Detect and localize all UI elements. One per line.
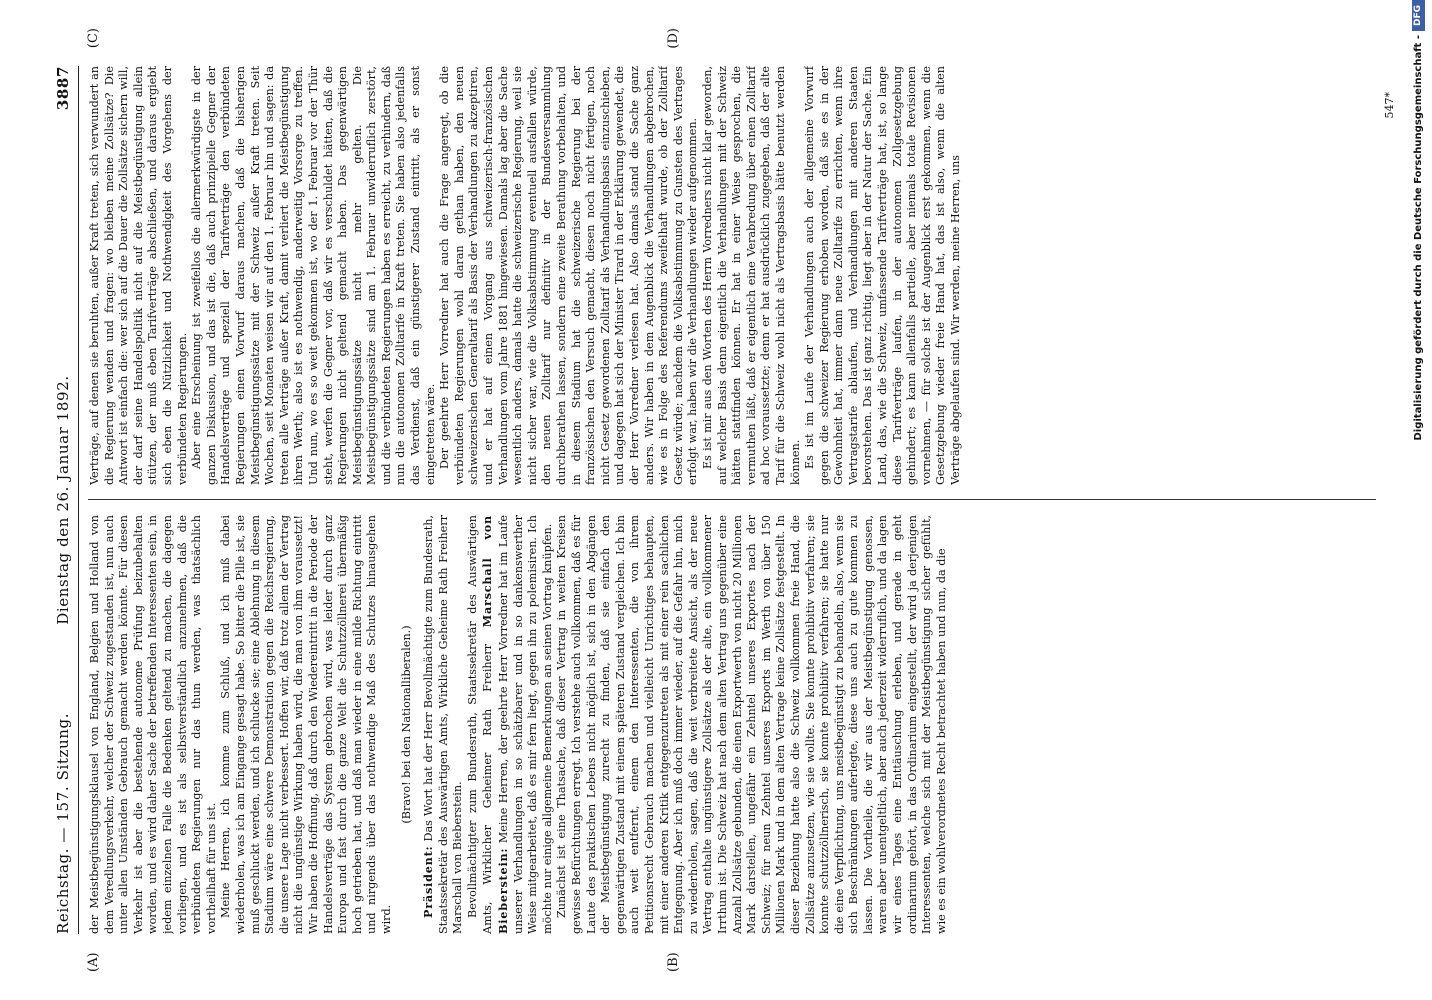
margin-marker-b: (B) — [666, 952, 681, 972]
paragraph: Es ist im Laufe der Verhandlungen auch der allgemeine Vorwurf gegen die schweizer Regierung erhoben worden, daß sie es in der Gewohnheit hat, immer dann neue Zolltarife zu errichten, wenn ihre Vertragstarife ablaufen, und Verhandlungen mit anderen Staaten bevorstehen. Das ist ganz richtig, liegt aber in der Natur der Sache. Ein Land, das, wie die Schweiz, umfassende Tarifverträge hat, ist, so lange diese Tarifverträge laufen, in der autonomen Zollgesetzgebung gehindert; es kann allenfalls partielle, aber niemals totale Revisionen vornehmen, — für solche ist der Augenblick erst gekommen, wenn die Gesetzgebung wieder freie Hand hat, das ist also, wenn die alten Verträge abgelaufen sind. Wir werden, meine Herren, uns — [803, 66, 963, 485]
signature-mark: 547* — [1383, 92, 1396, 119]
page-number: 3887 — [54, 66, 72, 111]
paragraph — [421, 515, 466, 934]
speaker-title: Bevollmächtigter zum Bundesrath, Staatssekretär des Auswärtigen Amts, Wirklicher Geheimer Rath Freiherr — [465, 515, 495, 934]
digitization-credit — [1410, 0, 1426, 1000]
paragraph: Zunächst ist eine Thatsache, daß dieser Vertrag in weiten Kreisen gewisse Befürchtungen erregt. Ich verstehe auch vollkommen, daß es für Laute des praktischen Lebens nicht möglich ist, sich in den Abgängen der Meistbegünstigung zurecht zu finden, daß sie einfach den gegenwärtigen Zustand mit einem späteren Zustand vergleichen. Ich bin auch weit entfernt, einem den Interessenten, die von ihrem Petitionsrecht Gebrauch machen und vielleicht Unrichtiges behaupten, mit einer anderen Kritik entgegenzutreten als mit einer rein sachlichen Entgegnung. Aber ich muß doch immer wieder, auf die Gefahr hin, mich zu wiederholen, sagen, daß die weit verbreitete Ansicht, als der neue Vertrag enthalte ungünstigere Zollsätze als der alte, ein vollkommener Irrthum ist. Die Schweiz hat nach dem alten Vertrag uns gegenüber eine Anzahl Zollsätze gebunden, die einen Exportwerth von nicht 20 Millionen Mark darstellen, ungefähr ein Zehntel unseres Exportes nach der Schweiz; für neun Zehntel unseres Exports im Werth von über 150 Millionen Mark und in dem alten Vertrage keine Zollsätze festgestellt. In dieser Beziehung hatte also die Schweiz vollkommen freie Hand, die Zollsätze anzusetzen, wie sie wollte. Sie konnte prohibitiv verfahren; sie konnte schutzzöllnerisch, sie konnte prohibitiv verfahren; sie hatte nur die eine Verpflichtung, uns meistbegünstigt zu behandeln, also, wenn sie sich Beschränkungen auferlegte, diese uns auch zu gute kommen zu lassen. Die Vortheile, die wir aus der Meistbegünstigung genossen, waren aber unentgeltlich, aber auch jederzeit widerruflich, und da lagen wir eines Tages eine Enttäuschung erleben, und gerade in geht ordinarium gehört, in das Ordinarium eingestellt, der wird ja derjenigen Interessenten, welche sich mit der Meistbegünstigung sicher gefühlt, wie es ein wohlverordnetes Recht betrachtet haben und nun, da die — [555, 515, 948, 934]
paragraph-text: Das Wort hat der Herr Bevollmächtigte zum Bundesrath, Staatssekretär des Auswärtigen Amts, Wirkliche Geheime Rath Freiherr Marschall von Bieberstein. — [422, 515, 465, 934]
speaker-name: Präsident: — [421, 845, 436, 918]
header-left: Reichstag. — 157. Sitzung. — [54, 712, 72, 934]
applause-note: (Bravo! bei den Nationalliberalen.) — [400, 625, 414, 824]
paragraph — [466, 515, 556, 934]
right-column — [88, 66, 1386, 485]
dfg-logo: DFG — [1412, 0, 1425, 31]
document-page — [26, 20, 1406, 980]
paragraph: Meine Herren, ich komme zum Schluß, und ich muß dabei wiederholen, was ich am Eingange gesagt habe. So bitter die Pille ist, sie muß geschluckt werden, und ich schlucke sie; eine Ablehnung in diesem Stadium wäre eine schwere Demonstration gegen die Reichsregierung, die unsere Lage nicht verbessert. Hoffen wir, daß trotz allem der Vertrag nicht die ungünstige Wirkung haben wird, die man von ihm voraussetzt! Wir haben die Hoffnung, daß durch den Wiedereintritt in die Periode der Handelsverträge das System gebrochen wird, was leider durch ganz Europa und fast durch die ganze Welt die Schutzzöllnerei übermäßig hoch getrieben hat, und daß man wieder in eine milde Richtung eintritt und nirgends über das nothwendige Maß des Schutzes hinausgehen wird. — [219, 515, 393, 934]
paragraph: Aber eine Erscheinung ist zweifellos die allermerkwürdigste in der ganzen Diskussion, und das ist die, daß auch prinzipielle Gegner der Handelsverträge und speziell der Tarifverträge den verbündeten Regierungen einen Vorwurf daraus machen, daß die bisherigen Meistbegünstigungssätze mit der Schweiz außer Kraft treten. Seit Wochen, seit Monaten weisen wir auf den 1. Februar hin und sagen: da treten alle Verträge außer Kraft, damit verliert die Meistbegünstigung ihren Werth; also ist es nothwendig, anderweitig Vorsorge zu treffen. Und nun, wo es so weit gekommen ist, wo der 1. Februar vor der Thür steht, werfen die Gegner vor, daß wir es verschuldet hätten, daß die Regierungen nicht geltend gemacht haben. Das gegenwärtigen Meistbegünstigungssätze nicht mehr gelten. Die Meistbegünstigungssätze sind am 1. Februar unwiderruflich zerstört, und die verbündeten Regierungen haben es erreicht, zu verhindern, daß nun die autonomen Zolltarife in Kraft treten. Sie haben also jedenfalls das Verdienst, daß ein günstigerer Zustand eintritt, als er sonst eingetreten wäre. — [190, 66, 437, 485]
header-date: Dienstag den 26. Januar 1892. — [54, 375, 72, 625]
paragraph-text: Meine Herren, der geehrte Herr Vorredner hat im Laufe unserer Verhandlungen in so schätzbarer und in so dankenswerther Weise mitgearbeitet, daß es mir fern liegt, gegen ihn zu polemisiren. Ich möchte nur einige allgemeine Bemerkungen an seinen Vortrag knüpfen. — [497, 515, 554, 934]
paragraph: der Meistbegünstigungsklausel von England, Belgien und Holland von dem Veredlungsverkehr, welcher der Schweiz zugestanden ist, nun auch unter allen Umständen Gebrauch gemacht werden könnte. Für diesen Verkehr ist aber die bestehende autonome Prüfung beizubehalten worden, und es wird daher Sache der betreffenden Interessenten sein, in jedem einzelnen Falle die Bedenken geltend zu machen, die dagegen vorliegen, und es ist als selbstverständlich anzunehmen, daß die verbündeten Regierungen nur das thun werden, was thatsächlich vortheilhaft für uns ist. — [88, 515, 218, 934]
margin-marker-a: (A) — [86, 952, 101, 972]
paragraph: Der geehrte Herr Vorredner hat auch die Frage angeregt, ob die verbündeten Regierungen wohl daran gethan haben, den neuen schweizerischen Generaltarif als Basis der Verhandlungen zu akzeptiren, und er hat auf einen Vorgang aus schweizerisch-französischen Verhandlungen vom Jahre 1881 hingewiesen. Damals lag aber die Sache wesentlich anders, damals hatte die schweizerische Regierung, weil sie nicht sicher war, wie die Volksabstimmung eventuell ausfallen würde, den neuen Zolltarif nur definitiv in der Bundesversammlung durchberathen lassen, sondern eine zweite Berathung vorbehalten, und in diesem Stadium hat die schweizerische Regierung bei der französischen den Versuch gemacht, diesen noch nicht fertigen, noch nicht Gesetz gewordenen Zolltarif als Verhandlungsbasis einzuschieben, und dagegen hat sich der Minister Tirard in der Erklärung gewendet, die der Herr Vorredner verlesen hat. Also damals stand die Sache ganz anders. Wir haben in dem Augenblick die Verhandlungen abgebrochen, wie es in Folge des Referendums zweifelhaft wurde, ob der Zolltarif Gesetz würde; nachdem die Volksabstimmung zu Gunsten des Vertrages erfolgt war, haben wir die Verhandlungen wieder aufgenommen. — [438, 66, 700, 485]
paragraph: Es ist mir aus den Worten des Herrn Vorredners nicht klar geworden, auf welcher Basis denn eigentlich die Verhandlungen mit der Schweiz hätten stattfinden können. Er hat in einer Weise gesprochen, die vermuthen läßt, daß er eigentlich eine Verabredung über einen Zolltarif ad hoc voraussetzte; denn er hat ausdrücklich zugegeben, daß der alte Tarif für die Schweiz wohl nicht als Vertragsbasis hätte benutzt werden können. — [700, 66, 802, 485]
speaker-name: Marschall von Bieberstein: — [480, 515, 511, 934]
margin-marker-c: (C) — [86, 28, 101, 49]
left-column — [88, 515, 1386, 934]
page-header — [48, 66, 79, 934]
credit-text: Digitalisierung gefördert durch die Deutsche Forschungsgemeinschaft - — [1412, 35, 1424, 441]
margin-marker-d: (D) — [666, 28, 681, 49]
paragraph: Verträge, auf denen sie beruhten, außer Kraft treten, sich verwundert an die Regierung wenden und fragen: wo bleiben meine Zollsätze? Die Antwort ist einfach die: wer sich auf die Dauer die Zollsätze sichern will, der darf seine Handelspolitik nicht auf die Meistbegünstigung allein stützen, der muß eben Tarifverträge abschließen, und daraus ergiebt sich eben die Nützlichkeit und Nothwendigkeit des Vorgehens der verbündeten Regierungen. — [88, 66, 189, 485]
text-columns — [88, 66, 1386, 934]
